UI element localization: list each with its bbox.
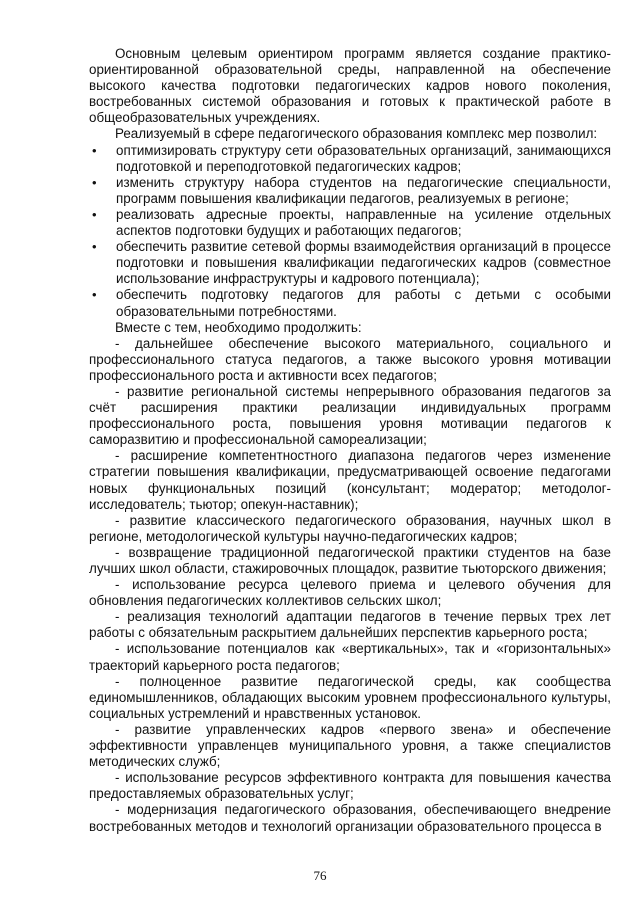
list-item-text: изменить структуру набора студентов на педагогические специальности, программ повышения квалификации педагогов, реализуемых в регионе; — [116, 174, 611, 206]
continue-lead-paragraph: Вместе с тем, необходимо продолжить: — [115, 319, 362, 335]
bullet-icon: • — [92, 174, 97, 190]
list-item — [89, 239, 611, 287]
dash-item: - развитие классического педагогического образования, научных школ в регионе, методологической культуры научно-педагогических кадров; — [89, 512, 611, 544]
list-item — [89, 287, 611, 319]
bullet-icon: • — [92, 239, 97, 255]
list-item-text: обеспечить подготовку педагогов для работы с детьми с особыми образовательными потребностями. — [116, 287, 611, 319]
dash-item: - модернизация педагогического образования, обеспечивающего внедрение востребованных методов и технологий организации образовательного процесса в — [89, 802, 611, 834]
list-item-text: обеспечить развитие сетевой формы взаимодействия организаций в процессе подготовки и повышения квалификации педагогических кадров (совместное использование инфраструктуры и кадрового потенциала); — [116, 239, 611, 287]
document-body — [89, 46, 611, 835]
dash-item: - развитие региональной системы непрерывного образования педагогов за счёт расширения практики реализации индивидуальных программ профессионального роста, повышения уровня мотивации педагогов к саморазвитию и профессиональной самореализации; — [89, 383, 611, 448]
list-item-text: оптимизировать структуру сети образовательных организаций, занимающихся подготовкой и переподготовкой педагогических кадров; — [116, 142, 611, 174]
dash-item: - использование ресурсов эффективного контракта для повышения качества предоставляемых образовательных услуг; — [89, 770, 611, 802]
list-item — [89, 143, 611, 175]
intro-paragraph: Основным целевым ориентиром программ является создание практико-ориентированной образовательной среды, направленной на обеспечение высокого качества подготовки педагогических кадров нового поколения, востребованных системой образования и готовых к практической работе в общеобразовательных учреждениях. — [89, 46, 611, 126]
list-item — [89, 175, 611, 207]
dash-item: - возвращение традиционной педагогической практики студентов на базе лучших школ области, стажировочных площадок, развитие тьюторского движения; — [89, 544, 611, 576]
measures-lead-paragraph: Реализуемый в сфере педагогического образования комплекс мер позволил: — [115, 126, 598, 142]
list-item-text: реализовать адресные проекты, направленные на усиление отдельных аспектов подготовки будущих и работающих педагогов; — [116, 206, 611, 239]
list-item — [89, 207, 611, 239]
dash-item: - использование потенциалов как «вертикальных», так и «горизонтальных» траекторий карьерного роста педагогов; — [89, 641, 611, 673]
bullet-icon: • — [92, 206, 97, 222]
dash-item: - полноценное развитие педагогической среды, как сообщества единомышленников, обладающих высоким уровнем профессионального культуры, социальных устремлений и нравственных установок. — [89, 673, 611, 721]
dash-item: - использование ресурса целевого приема и целевого обучения для обновления педагогических коллективов сельских школ; — [89, 577, 611, 609]
dash-item: - расширение компетентностного диапазона педагогов через изменение стратегии повышения квалификации, предусматривающей освоение педагогами новых функциональных позиций (консультант; модератор; методолог-исследователь; тьютор; опекун-наставник); — [89, 448, 611, 512]
dash-item: - дальнейшее обеспечение высокого материального, социального и профессионального статуса педагогов, а также высокого уровня мотивации профессионального роста и активности всех педагогов; — [89, 335, 611, 383]
bullet-icon: • — [92, 287, 97, 303]
dash-item: - развитие управленческих кадров «первого звена» и обеспечение эффективности управленцев муниципального уровня, а также специалистов методических служб; — [89, 721, 611, 770]
page-number: 76 — [313, 868, 327, 883]
dash-item: - реализация технологий адаптации педагогов в течение первых трех лет работы с обязательным раскрытием дальнейших перспектив карьерного роста; — [89, 609, 611, 641]
measures-list — [89, 143, 611, 320]
bullet-icon: • — [92, 142, 97, 158]
